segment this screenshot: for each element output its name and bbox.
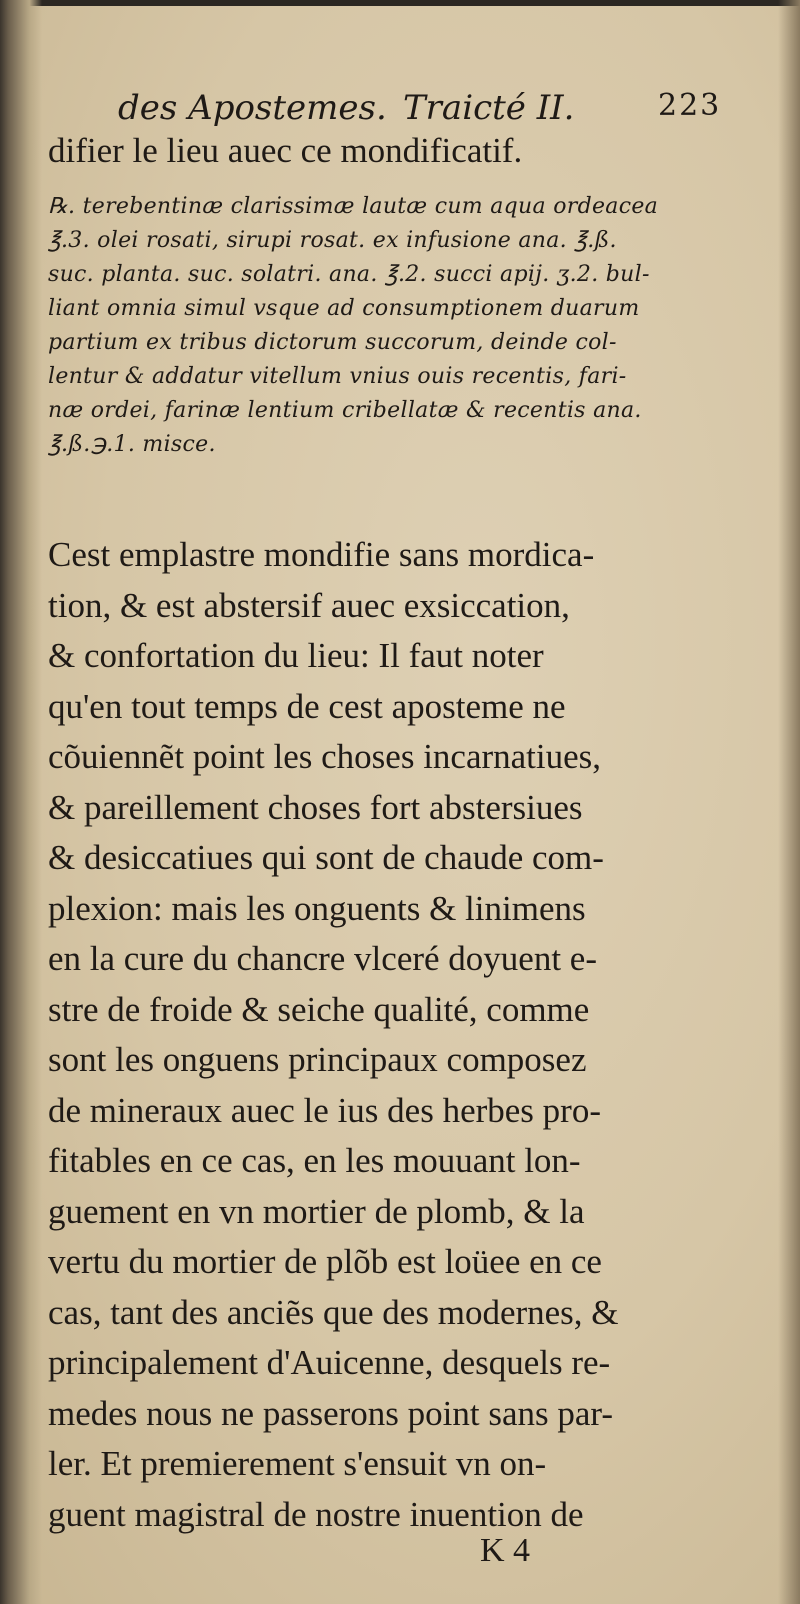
recipe-line: ℥.ß.℈.1. misce.	[48, 432, 216, 457]
recipe-line: ℥.3. olei rosati, sirupi rosat. ex infusione ana. ℥.ß.	[48, 228, 617, 253]
recipe-line: suc. planta. suc. solatri. ana. ℥.2. succi apij. ʒ.2. bul-	[48, 262, 650, 287]
page-number: 223	[658, 88, 722, 123]
body-line: principalement d'Auicenne, desquels re-	[48, 1343, 611, 1382]
body-line: & desiccatiues qui sont de chaude com-	[48, 838, 604, 877]
recipe-line: ℞. terebentinæ clarissimæ lautæ cum aqua ordeacea	[48, 194, 659, 219]
body-line: ler. Et premierement s'ensuit vn on-	[48, 1444, 547, 1483]
page-top-edge	[0, 0, 800, 6]
body-line: guement en vn mortier de plomb, & la	[48, 1191, 585, 1231]
body-line: tion, & est abstersif auec exsiccation,	[48, 585, 570, 625]
body-paragraph	[48, 530, 728, 1540]
recipe-block	[48, 190, 728, 462]
binding-gutter	[0, 0, 42, 1604]
page-right-edge	[778, 0, 800, 1604]
body-line: vertu du mortier de plõb est loüee en ce	[48, 1242, 602, 1281]
intro-line: difier le lieu auec ce mondificatif.	[48, 131, 523, 170]
body-line: cas, tant des anciẽs que des modernes, &	[48, 1292, 619, 1332]
header-treatise: Traicté II.	[403, 88, 575, 128]
body-line: Cest emplastre mondifie sans mordica-	[48, 535, 595, 574]
header-left-title: des Apostemes.	[118, 88, 387, 128]
recipe-line: liant omnia simul vsque ad consumptionem duarum	[48, 296, 640, 321]
body-line: & confortation du lieu: Il faut noter	[48, 636, 544, 675]
body-line: fitables en ce cas, en les mouuant lon-	[48, 1141, 581, 1180]
body-line: cõuiennẽt point les choses incarnatiues,	[48, 737, 602, 776]
body-line: de mineraux auec le ius des herbes pro-	[48, 1090, 601, 1130]
body-line: stre de froide & seiche qualité, comme	[48, 989, 590, 1029]
body-line: en la cure du chancre vlceré doyuent e-	[48, 939, 597, 978]
catchword-signature: K 4	[480, 1532, 531, 1569]
recipe-line: næ ordei, farinæ lentium cribellatæ & recentis ana.	[48, 398, 642, 423]
body-line: medes nous ne passerons point sans par-	[48, 1393, 614, 1433]
body-line: plexion: mais les onguents & linimens	[48, 888, 586, 928]
recipe-line: partium ex tribus dictorum succorum, deinde col-	[48, 330, 617, 355]
recipe-line: lentur & addatur vitellum vnius ouis recentis, fari-	[48, 364, 627, 389]
body-line: & pareillement choses fort abstersiues	[48, 787, 583, 827]
body-line: sont les onguens principaux composez	[48, 1040, 587, 1079]
body-line: qu'en tout temps de cest aposteme ne	[48, 686, 566, 726]
body-line: guent magistral de nostre inuention de	[48, 1494, 584, 1534]
